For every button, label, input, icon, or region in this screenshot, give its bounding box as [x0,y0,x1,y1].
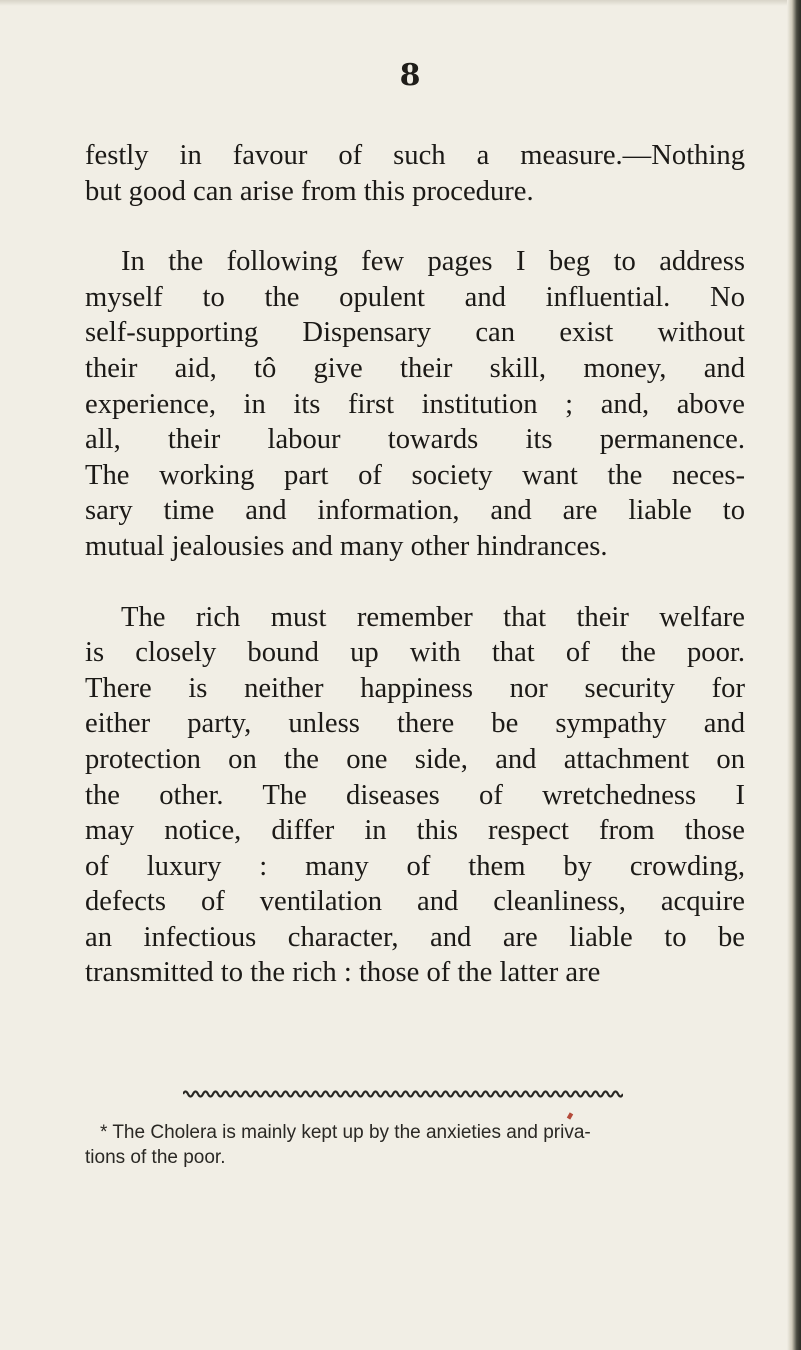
footnote-line: * The Cholera is mainly kept up by the anxieties and priva- [100,1122,591,1143]
text-line: myself to the opulent and influential. No [85,281,745,313]
text-line: protection on the one side, and attachment on [85,743,745,775]
text-line: The working part of society want the neces- [85,459,745,491]
text-line: either party, unless there be sympathy and [85,708,745,740]
text-line: sary time and information, and are liable to [85,495,745,527]
body-text [85,138,745,991]
text-line: festly in favour of such a measure.—Nothing [85,140,745,171]
text-line: the other. The diseases of wretchedness I [85,779,745,811]
text-line: transmitted to the rich : those of the latter are [85,957,601,989]
text-line: all, their labour towards its permanence. [85,424,745,456]
footnote-line: tions of the poor. [85,1147,226,1168]
text-line: but good can arise from this procedure. [85,175,534,207]
page-edge-shadow [787,0,801,1350]
text-line: is closely bound up with that of the poor. [85,637,745,669]
text-line: There is neither happiness nor security for [85,672,745,704]
paragraph-3 [85,600,745,992]
text-line: of luxury : many of them by crowding, [85,850,745,882]
text-line: In the following few pages I beg to address [121,246,745,278]
text-line: may notice, differ in this respect from those [85,815,745,847]
footnote [85,1120,705,1170]
text-line: The rich must remember that their welfare [121,601,745,633]
text-line: defects of ventilation and cleanliness, acquire [85,886,745,918]
ink-mark [567,1112,573,1119]
wavy-rule-ornament [183,1088,623,1100]
page-top-shade [0,0,801,6]
text-line: their aid, tô give their skill, money, and [85,352,745,384]
text-line: an infectious character, and are liable to be [85,921,745,953]
paragraph-1 [85,138,745,209]
page-number: 8 [399,58,421,93]
text-line: self-supporting Dispensary can exist without [85,317,745,349]
text-line: mutual jealousies and many other hindrances. [85,530,608,562]
paragraph-2 [85,244,745,564]
text-line: experience, in its first institution ; and, above [85,388,745,420]
